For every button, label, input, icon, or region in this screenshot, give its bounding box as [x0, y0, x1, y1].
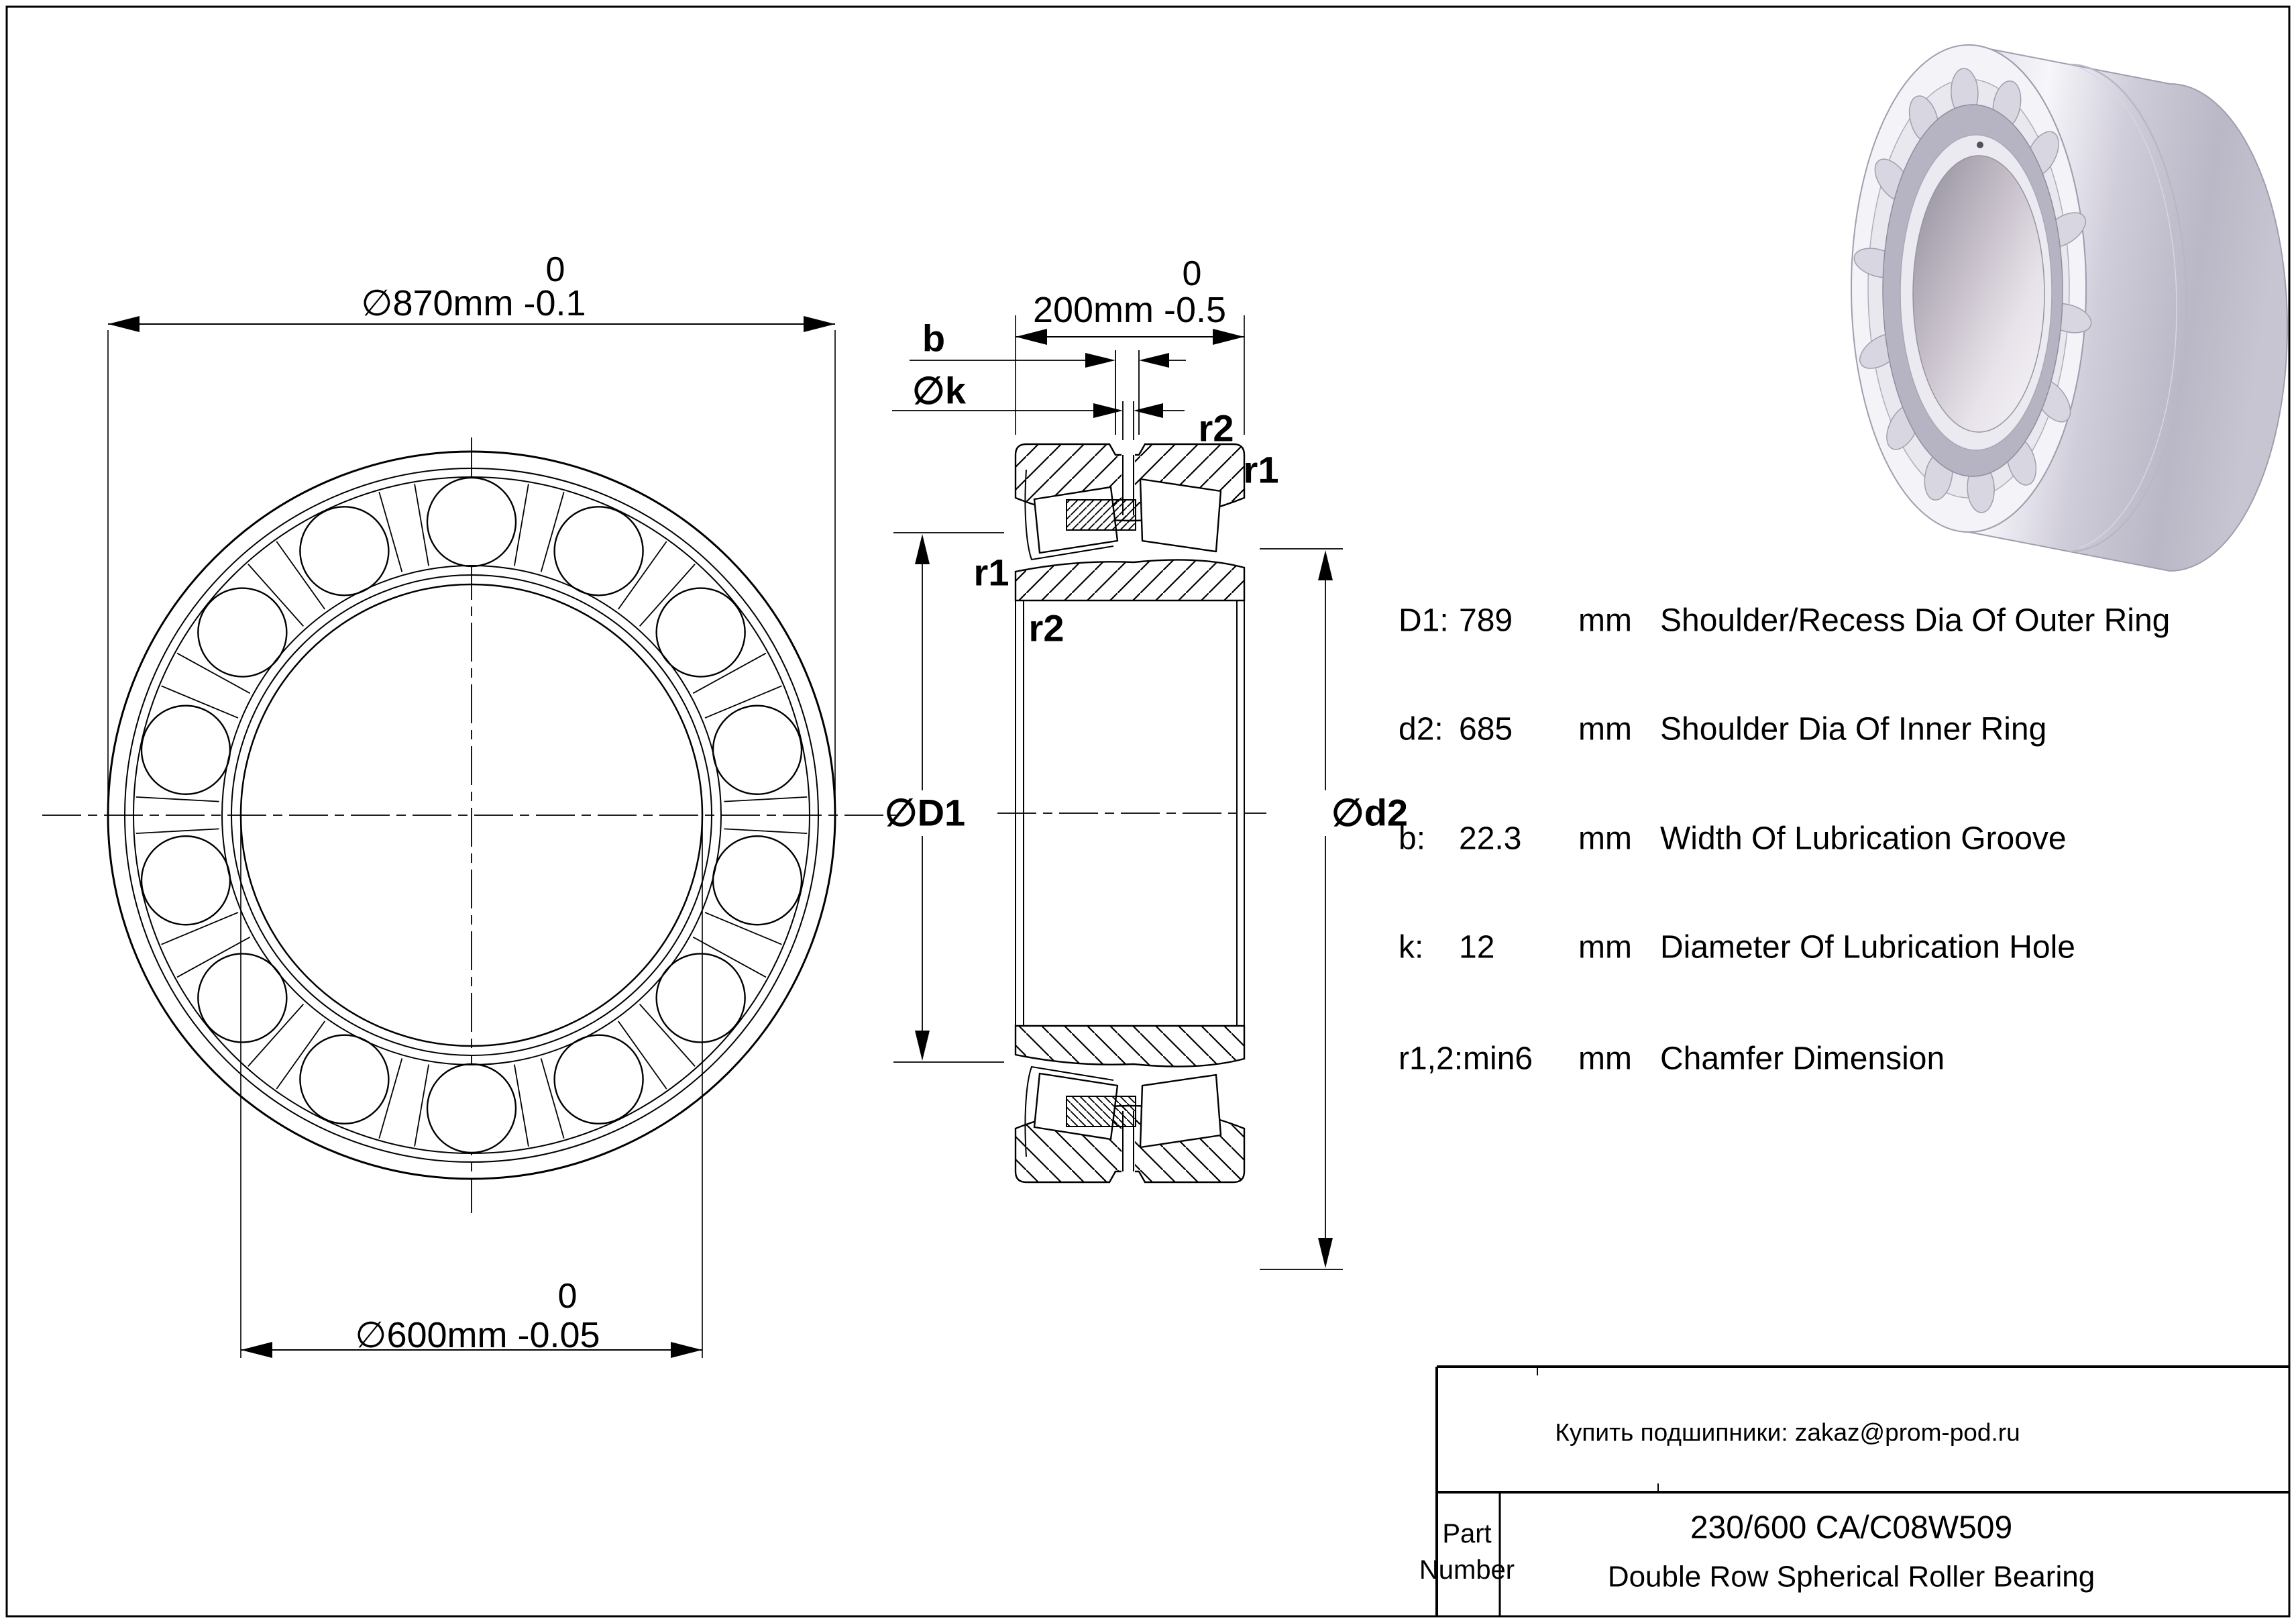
label-b: b: [922, 317, 946, 360]
part-type: Double Row Spherical Roller Bearing: [1607, 1560, 2095, 1593]
dim-200-text: 200mm -0.5: [1032, 290, 1227, 330]
roller-circle: [427, 478, 516, 566]
dim-D1: [885, 533, 1004, 1062]
label-D1: ∅D1: [884, 791, 966, 834]
arrow-right-icon: [804, 316, 835, 332]
arrow-left-icon: [241, 1342, 272, 1358]
label-d2: ∅d2: [1331, 791, 1409, 834]
spec-param: d2:: [1399, 711, 1443, 747]
spec-param: b:: [1399, 821, 1426, 857]
d2-ticks: [1260, 549, 1343, 1269]
roller-circle: [713, 706, 802, 794]
arrow-right-icon: [1085, 353, 1115, 368]
lubrication-hole-dot: [1977, 142, 1983, 148]
dim-d2: [1260, 549, 1408, 1269]
spec-desc: Shoulder/Recess Dia Of Outer Ring: [1660, 603, 2171, 639]
part-label-line1: Part: [1442, 1519, 1492, 1549]
arrow-down-icon: [915, 1031, 930, 1061]
spec-desc: Chamfer Dimension: [1660, 1041, 1945, 1077]
spec-unit: mm: [1578, 603, 1632, 639]
arrow-up-icon: [915, 534, 930, 564]
label-r2-top: r2: [1198, 407, 1234, 450]
section-view: [997, 444, 1266, 1182]
cage-bar-section: [1067, 500, 1136, 530]
dim-870-tolerance: 0: [545, 250, 565, 289]
b-groove-edge-lines: [1115, 350, 1139, 435]
section-top-assembly: [1016, 444, 1244, 600]
label-r1-left: r1: [973, 551, 1009, 594]
arrow-up-icon: [1318, 550, 1333, 580]
spec-unit: mm: [1578, 711, 1632, 747]
arrow-right-icon: [1213, 329, 1244, 345]
arrow-right-icon: [1093, 403, 1123, 418]
spec-param: D1:: [1399, 603, 1449, 639]
spec-value: 22.3: [1459, 821, 1522, 857]
spec-desc: Shoulder Dia Of Inner Ring: [1660, 711, 2047, 747]
arrow-left-icon: [108, 316, 140, 332]
roller-circle: [300, 1035, 388, 1124]
spec-param: k:: [1399, 929, 1424, 965]
spec-value: 685: [1459, 711, 1513, 747]
arrow-left-icon: [1139, 353, 1169, 368]
spec-table: [1399, 603, 2170, 1077]
spec-value: 12: [1459, 929, 1495, 965]
dim-600-tolerance: 0: [557, 1277, 578, 1316]
roller-circle: [142, 836, 230, 925]
arrow-left-icon: [1134, 403, 1163, 418]
roller-right-section: [1140, 479, 1221, 552]
label-r1-top: r1: [1243, 448, 1279, 491]
front-view: [42, 437, 902, 1213]
dim-200-tolerance: 0: [1182, 254, 1202, 293]
inner-ring-section: [1016, 560, 1244, 600]
spec-param: r1,2:min6: [1399, 1041, 1533, 1077]
contact-email: Купить подшипники: zakaz@prom-pod.ru: [1555, 1418, 2020, 1447]
roller-circle: [300, 507, 388, 595]
roller-circle: [713, 836, 802, 925]
bearing-3d-render: [1851, 45, 2287, 571]
dim-870-text: ∅870mm -0.1: [361, 283, 586, 323]
section-bottom-assembly: [1016, 1026, 1244, 1182]
bore-surface: [1913, 156, 2044, 432]
title-block: [1419, 1367, 2289, 1616]
spec-value: 789: [1459, 603, 1513, 639]
part-number: 230/600 CA/C08W509: [1690, 1510, 2013, 1546]
arrow-down-icon: [1318, 1238, 1333, 1268]
spec-desc: Width Of Lubrication Groove: [1660, 821, 2067, 857]
part-label-line2: Number: [1419, 1555, 1515, 1585]
label-k: ∅k: [912, 369, 966, 412]
dim-600-text: ∅600mm -0.05: [355, 1315, 600, 1355]
spec-unit: mm: [1578, 1041, 1632, 1077]
arrow-left-icon: [1016, 329, 1047, 345]
roller-circle: [427, 1064, 516, 1153]
spec-unit: mm: [1578, 929, 1632, 965]
spec-unit: mm: [1578, 821, 1632, 857]
spec-desc: Diameter Of Lubrication Hole: [1660, 929, 2075, 965]
roller-circle: [142, 706, 230, 794]
roller-circle: [555, 1035, 643, 1124]
dim-k: [892, 370, 1185, 441]
arrow-right-icon: [671, 1342, 702, 1358]
label-r2-left: r2: [1028, 607, 1064, 649]
roller-circle: [555, 507, 643, 595]
k-hole-edge-lines: [1123, 401, 1134, 440]
